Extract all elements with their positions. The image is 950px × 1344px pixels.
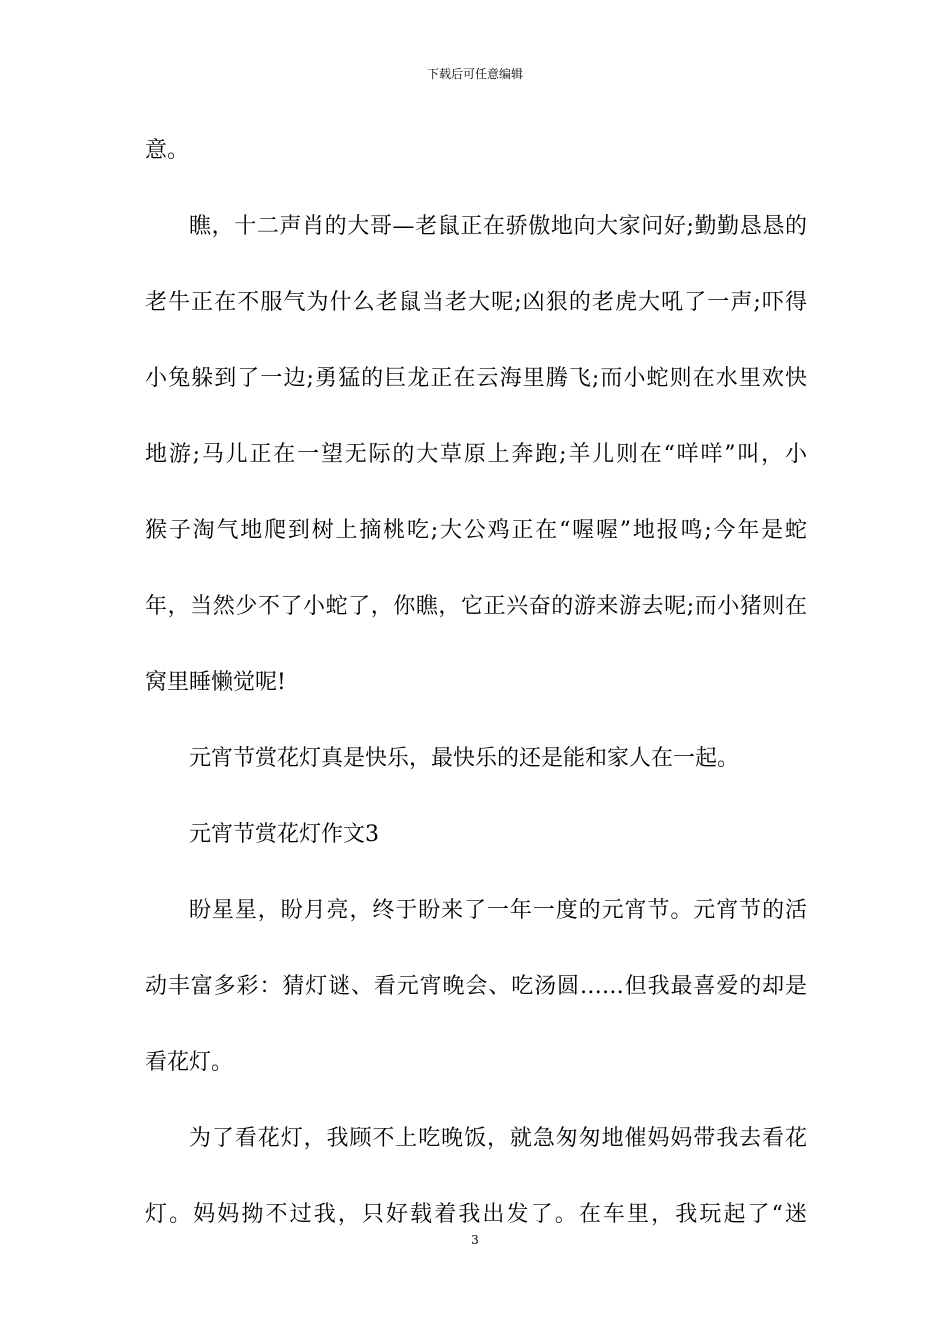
- page-number: 3: [471, 1233, 479, 1247]
- text-line: 地游;马儿正在一望无际的大草原上奔跑;羊儿则在“咩咩”叫，小: [145, 442, 807, 467]
- text-line: 元宵节赏花灯作文3: [189, 822, 379, 847]
- text-line: 意。: [145, 138, 190, 163]
- text-line: 小兔躲到了一边;勇猛的巨龙正在云海里腾飞;而小蛇则在水里欢快: [145, 366, 807, 391]
- text-line: 窝里睡懒觉呢!: [145, 670, 286, 695]
- text-line: 为了看花灯，我顾不上吃晚饭，就急匆匆地催妈妈带我去看花: [189, 1126, 807, 1151]
- text-line: 元宵节赏花灯真是快乐，最快乐的还是能和家人在一起。: [189, 746, 740, 771]
- text-lines: [145, 132, 807, 1234]
- text-line: 瞧，十二声肖的大哥—老鼠正在骄傲地向大家问好;勤勤恳恳的: [189, 214, 807, 239]
- text-line: 动丰富多彩：猜灯谜、看元宵晚会、吃汤圆……但我最喜爱的却是: [145, 974, 807, 999]
- text-line: 看花灯。: [145, 1050, 234, 1075]
- page-header: 下载后可任意编辑: [426, 67, 523, 81]
- text-line: 灯。妈妈拗不过我，只好载着我出发了。在车里，我玩起了“迷: [145, 1202, 807, 1227]
- document-body: [145, 132, 807, 1272]
- text-line: 猴子淘气地爬到树上摘桃吃;大公鸡正在“喔喔”地报鸣;今年是蛇: [145, 518, 807, 543]
- text-line: 年，当然少不了小蛇了，你瞧，它正兴奋的游来游去呢;而小猪则在: [145, 594, 807, 619]
- text-line: 盼星星，盼月亮，终于盼来了一年一度的元宵节。元宵节的活: [189, 898, 807, 923]
- text-line: 老牛正在不服气为什么老鼠当老大呢;凶狠的老虎大吼了一声;吓得: [145, 290, 807, 315]
